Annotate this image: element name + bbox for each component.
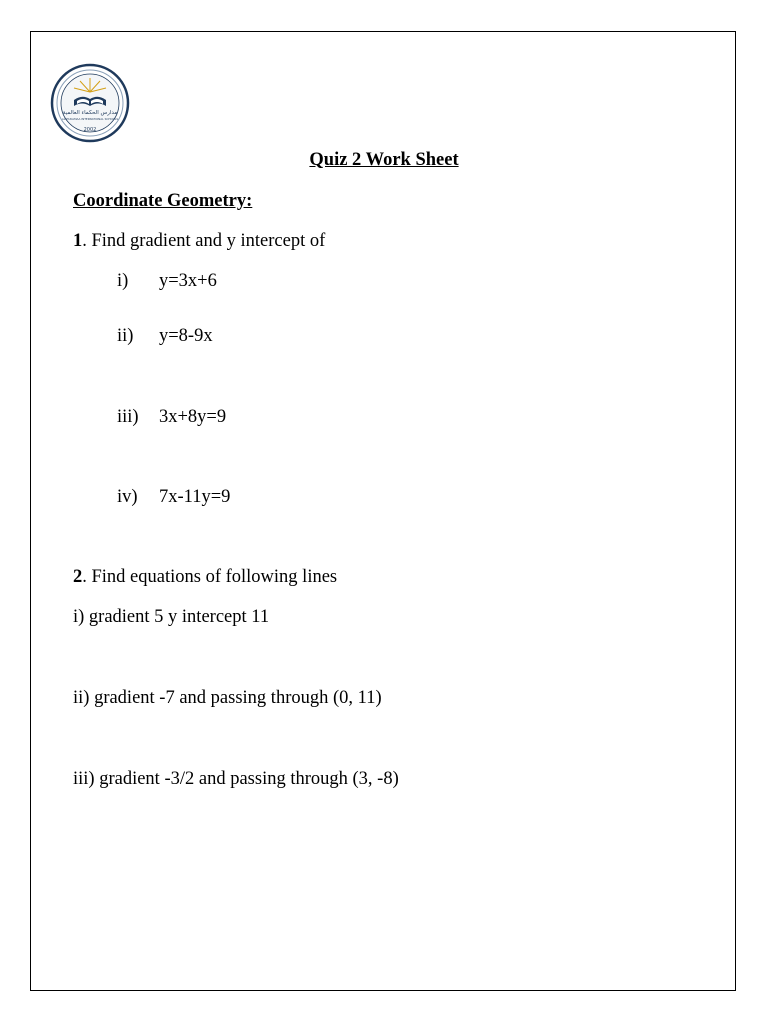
question-2-text: . Find equations of following lines: [82, 567, 338, 587]
q1-item-expr: y=8-9x: [159, 326, 213, 346]
q1-item-label: iii): [117, 407, 139, 427]
q1-item-i: [117, 270, 217, 292]
question-1-number: 1: [73, 231, 83, 251]
q1-item-label: i): [117, 271, 129, 291]
logo-year: 2002: [83, 127, 97, 133]
q2-item-iii: iii) gradient -3/2 and passing through (3, -8): [73, 769, 399, 789]
q1-item-iv: [117, 486, 230, 508]
section-heading: Coordinate Geometry:: [73, 191, 253, 211]
q1-item-iii: [117, 406, 226, 428]
q1-item-expr: y=3x+6: [159, 271, 217, 291]
q1-item-label: iv): [117, 487, 138, 507]
logo-arabic-text: مدارس الحكماء العالمية: [62, 110, 118, 116]
question-2-prompt: [73, 566, 337, 588]
worksheet-title: Quiz 2 Work Sheet: [309, 150, 459, 170]
q1-item-ii: [117, 325, 213, 347]
q1-item-expr: 7x-11y=9: [159, 487, 231, 507]
q2-item-i: i) gradient 5 y intercept 11: [73, 607, 270, 627]
q1-item-label: ii): [117, 326, 134, 346]
school-logo: [50, 62, 130, 144]
question-1-text: . Find gradient and y intercept of: [82, 231, 326, 251]
q1-item-expr: 3x+8y=9: [159, 407, 227, 427]
question-1-prompt: [73, 230, 325, 252]
q2-item-ii: ii) gradient -7 and passing through (0, 11): [73, 688, 382, 708]
logo-english-text: AL-HUKAMAA INTERNATIONAL SCHOOLS: [61, 117, 119, 121]
question-2-number: 2: [73, 567, 83, 587]
page-border: [30, 31, 736, 991]
